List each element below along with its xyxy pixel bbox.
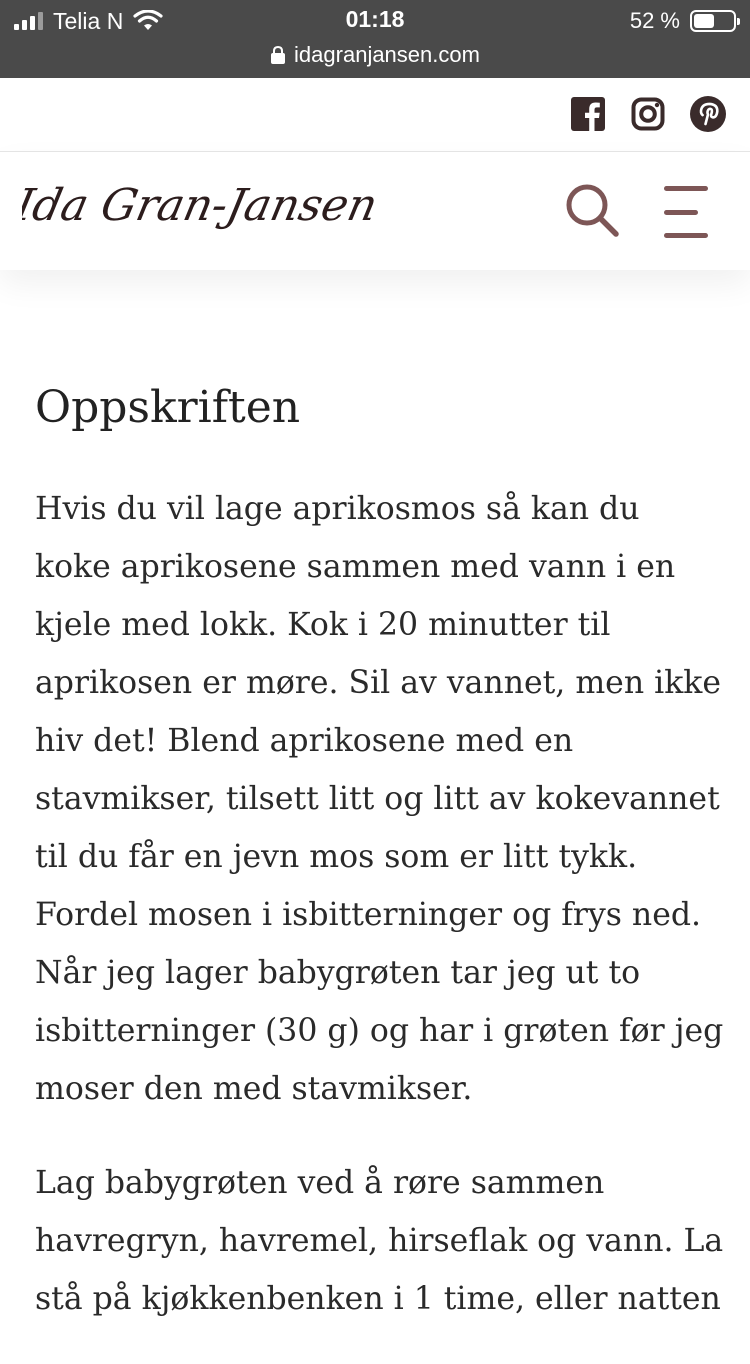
url-text: idagranjansen.com xyxy=(294,42,480,67)
social-bar xyxy=(0,78,750,152)
pinterest-icon[interactable] xyxy=(690,96,726,132)
url-bar[interactable] xyxy=(0,40,750,70)
menu-button[interactable] xyxy=(664,186,716,238)
menu-icon-bar xyxy=(664,186,708,191)
social-icons xyxy=(570,96,726,132)
menu-icon-bar xyxy=(664,210,698,215)
status-time: 01:18 xyxy=(345,6,405,32)
logo-signature xyxy=(22,168,382,248)
battery-percent: 52 % xyxy=(629,8,680,33)
status-right xyxy=(630,6,736,36)
article-content xyxy=(35,376,725,1364)
logo-text: Ida Gran-Jansen xyxy=(22,180,382,231)
browser-status-bar xyxy=(0,0,750,78)
site-logo[interactable] xyxy=(22,168,382,248)
article-paragraph: Lag babygrøten ved å røre sammen havregryn, havremel, hirseflak og vann. La stå på kjøkkenbenken i 1 time, eller natten xyxy=(35,1165,724,1317)
instagram-icon[interactable] xyxy=(630,96,666,132)
battery-icon xyxy=(690,10,736,32)
lock-icon xyxy=(270,46,286,64)
section-heading: Oppskriften xyxy=(35,382,301,433)
article-paragraph: Hvis du vil lage aprikosmos så kan du koke aprikosene sammen med vann i en kjele med lokk. Kok i 20 minutter til aprikosen er møre. Sil av vannet, men ikke hiv det! Blend aprikosene med en stavmikser, tilsett litt og litt av kokevannet til du får en jevn mos som er litt tykk. Fordel mosen i isbitterninger og frys ned. Når jeg lager babygrøten tar jeg ut to isbitterninger (30 g) og har i grøten før jeg moser den med stavmikser. xyxy=(35,491,724,1107)
facebook-icon[interactable] xyxy=(570,96,606,132)
search-icon xyxy=(562,180,622,240)
menu-icon-bar xyxy=(664,233,708,238)
battery-fill xyxy=(694,14,714,28)
search-button[interactable] xyxy=(562,180,622,240)
carrier-name: Telia N xyxy=(53,7,124,34)
